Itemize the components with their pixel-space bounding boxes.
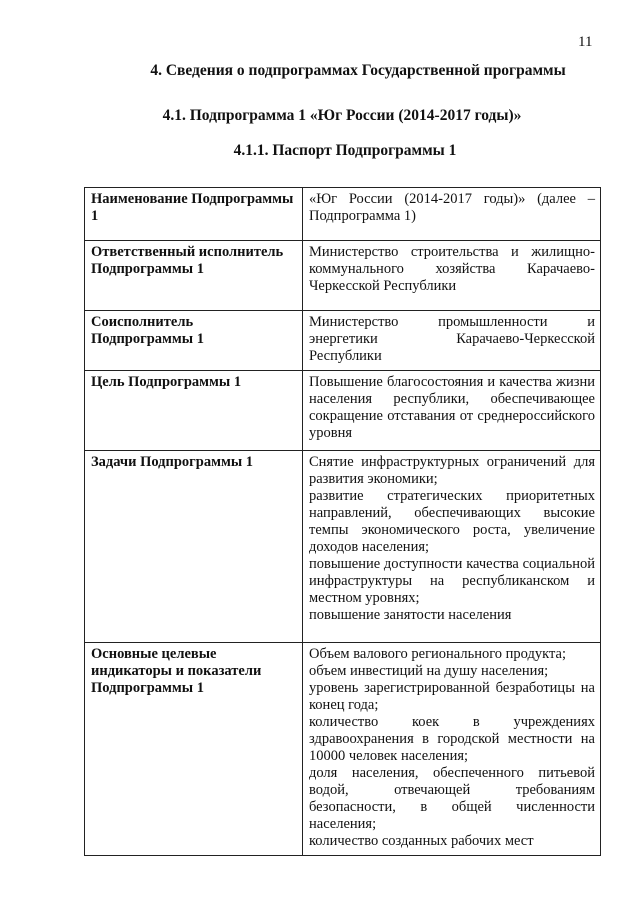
row-label-coexecutor: Соисполнитель Подпрограммы 1 [85,311,303,371]
value-line: Министерство промышленности и энергетики Карачаево-Черкесской Республики [309,314,595,364]
value-line: Повышение благосостояния и качества жизни населения республики, обеспечивающее сокращение отставания от среднероссийского уровня [309,374,595,441]
value-line: Снятие инфраструктурных ограничений для развития экономики; [309,454,595,487]
value-line: объем инвестиций на душу населения; [309,663,549,679]
row-value-name [303,188,601,241]
row-value-tasks [303,451,601,643]
value-line: Объем валового регионального продукта; [309,646,566,662]
row-label-responsible: Ответственный исполнитель Подпрограммы 1 [85,241,303,311]
table-row [85,643,601,856]
table-row [85,241,601,311]
row-label-name: Наименование Подпрограммы 1 [85,188,303,241]
row-label-goal: Цель Подпрограммы 1 [85,371,303,451]
section-heading: 4. Сведения о подпрограммах Государственной программы [150,62,566,79]
subprogram-heading: 4.1. Подпрограмма 1 «Юг России (2014-2017 годы)» [162,107,522,124]
table-row [85,188,601,241]
table-row [85,311,601,371]
row-label-indicators: Основные целевые индикаторы и показатели Подпрограммы 1 [85,643,303,856]
value-line: доля населения, обеспеченного питьевой водой, отвечающей требованиям безопасности, в общей численности населения; [309,765,595,832]
row-value-coexecutor [303,311,601,371]
row-value-goal [303,371,601,451]
page-number: 11 [578,34,593,50]
value-line: количество коек в учреждениях здравоохранения в городской местности на 10000 человек населения; [309,714,595,764]
row-label-tasks: Задачи Подпрограммы 1 [85,451,303,643]
value-line: уровень зарегистрированной безработицы на конец года; [309,680,595,713]
table-row [85,371,601,451]
value-line: развитие стратегических приоритетных направлений, обеспечивающих высокие темпы экономического роста, увеличение доходов населения; [309,488,595,555]
row-value-responsible [303,241,601,311]
value-line: повышение занятости населения [309,607,512,623]
table-row [85,451,601,643]
passport-table [84,187,601,856]
passport-heading: 4.1.1. Паспорт Подпрограммы 1 [233,142,457,159]
value-line: количество созданных рабочих мест [309,833,534,849]
value-line: повышение доступности качества социальной инфраструктуры на республиканском и местном уровнях; [309,556,595,606]
value-line: «Юг России (2014-2017 годы)» (далее – Подпрограмма 1) [309,191,595,224]
value-line: Министерство строительства и жилищно-коммунального хозяйства Карачаево-Черкесской Республики [309,244,595,294]
row-value-indicators [303,643,601,856]
